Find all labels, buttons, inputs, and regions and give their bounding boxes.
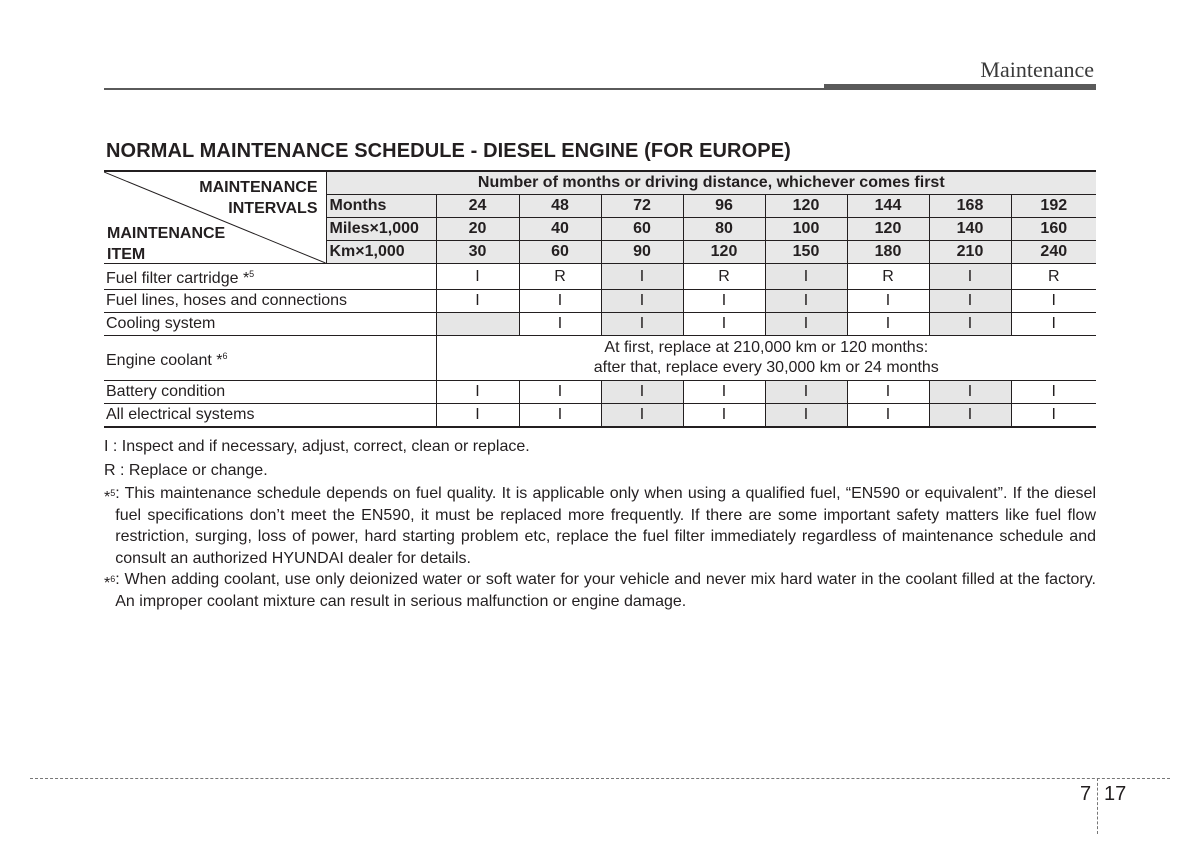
table-cell: I (1011, 290, 1096, 313)
km-value: 150 (765, 241, 847, 264)
unit-label: Months (326, 195, 436, 218)
item-label (104, 336, 436, 381)
months-value: 48 (519, 195, 601, 218)
chapter-number: 7 (1080, 783, 1092, 805)
table-cell: I (1011, 313, 1096, 336)
unit-label: Miles×1,000 (326, 218, 436, 241)
footnote-number: 5 (110, 488, 116, 498)
footnote-6 (104, 569, 1096, 612)
km-value: 180 (847, 241, 929, 264)
footer-divider (30, 778, 1170, 779)
km-value: 60 (519, 241, 601, 264)
corner-label: ITEM (107, 246, 146, 263)
item-label: All electrical systems (104, 404, 436, 428)
miles-value: 140 (929, 218, 1011, 241)
legend-replace: R : Replace or change. (104, 461, 268, 479)
months-value: 120 (765, 195, 847, 218)
table-cell: I (519, 290, 601, 313)
table-cell: I (436, 264, 519, 290)
table-cell (436, 313, 519, 336)
table-row (104, 290, 1096, 313)
table-cell: I (683, 381, 765, 404)
table-cell: I (929, 404, 1011, 428)
table-row (104, 336, 1096, 381)
table-header-row (104, 171, 1096, 195)
notes (104, 436, 1096, 612)
km-value: 30 (436, 241, 519, 264)
table-row (104, 313, 1096, 336)
footnote-5 (104, 483, 1096, 569)
coolant-note-line: after that, replace every 30,000 km or 24 months (593, 359, 939, 376)
table-cell: I (765, 290, 847, 313)
table-cell: R (519, 264, 601, 290)
table-cell: I (765, 381, 847, 404)
table-cell: I (1011, 404, 1096, 428)
footnote-text: : When adding coolant, use only deionized water or soft water for your vehicle and never mix hard water in the coolant filled at the factory. An improper coolant mixture can result in serious malfunction or engine damage. (115, 571, 1096, 610)
table-row (104, 264, 1096, 290)
table-cell: I (519, 404, 601, 428)
table-cell: I (929, 313, 1011, 336)
table-cell: I (847, 381, 929, 404)
km-value: 210 (929, 241, 1011, 264)
km-value: 120 (683, 241, 765, 264)
footnote-mark (104, 483, 115, 569)
footnote-number: 6 (110, 574, 116, 584)
corner-label: MAINTENANCE (199, 179, 318, 196)
item-text: Fuel filter cartridge * (106, 270, 250, 287)
section-title: NORMAL MAINTENANCE SCHEDULE - DIESEL ENGINE (FOR EUROPE) (106, 140, 791, 162)
months-value: 168 (929, 195, 1011, 218)
table-row (104, 381, 1096, 404)
table-cell: I (601, 264, 683, 290)
table-cell: I (683, 313, 765, 336)
months-value: 72 (601, 195, 683, 218)
table-cell: I (436, 381, 519, 404)
table-cell: I (765, 404, 847, 428)
unit-label: Km×1,000 (326, 241, 436, 264)
table-cell: I (929, 290, 1011, 313)
item-label: Fuel lines, hoses and connections (104, 290, 436, 313)
coolant-replacement-note (436, 336, 1096, 381)
table-cell: I (765, 313, 847, 336)
table-cell: I (601, 313, 683, 336)
table-cell: I (519, 313, 601, 336)
table-cell: I (1011, 381, 1096, 404)
corner-label: MAINTENANCE (107, 225, 226, 242)
miles-value: 120 (847, 218, 929, 241)
table-cell: I (683, 404, 765, 428)
footer-page-divider (1097, 778, 1098, 834)
table-cell: I (436, 290, 519, 313)
table-cell: I (847, 404, 929, 428)
corner-label: INTERVALS (228, 200, 318, 217)
footnote-asterisk: * (104, 489, 111, 506)
footnote-text: : This maintenance schedule depends on fuel quality. It is applicable only when using a qualified fuel, “EN590 or equivalent”. If the diesel fuel specifications don’t meet the EN590, it must be replaced more frequently. If there are some important safety matters like fuel flow restriction, surging, loss of power, hard starting problem etc, replace the fuel filter immediately regardless of maintenance schedule and consult an authorized HYUNDAI dealer for details. (115, 485, 1096, 567)
item-label (104, 264, 436, 290)
table-corner-cell (104, 171, 326, 264)
table-cell: R (847, 264, 929, 290)
header-rule-accent (824, 84, 1096, 90)
corner-maintenance-item (107, 223, 225, 265)
item-text: Engine coolant * (106, 351, 223, 369)
table-cell: I (847, 313, 929, 336)
table-cell: I (847, 290, 929, 313)
table-cell: I (765, 264, 847, 290)
header-rule (104, 88, 824, 90)
months-value: 24 (436, 195, 519, 218)
months-value: 192 (1011, 195, 1096, 218)
footnote-mark (104, 569, 115, 612)
table-cell: I (929, 264, 1011, 290)
months-value: 96 (683, 195, 765, 218)
table-cell: R (1011, 264, 1096, 290)
item-label: Battery condition (104, 381, 436, 404)
item-label: Cooling system (104, 313, 436, 336)
table-cell: I (436, 404, 519, 428)
km-value: 240 (1011, 241, 1096, 264)
footnote-ref: 5 (249, 269, 255, 279)
page-header-title: Maintenance (980, 57, 1094, 82)
miles-value: 20 (436, 218, 519, 241)
footnote-asterisk: * (104, 575, 111, 592)
km-value: 90 (601, 241, 683, 264)
table-cell: R (683, 264, 765, 290)
months-value: 144 (847, 195, 929, 218)
miles-value: 80 (683, 218, 765, 241)
table-cell: I (601, 404, 683, 428)
miles-value: 40 (519, 218, 601, 241)
footnote-ref: 6 (222, 350, 228, 361)
table-row (104, 404, 1096, 428)
page-number: 17 (1104, 783, 1127, 805)
table-cell: I (519, 381, 601, 404)
miles-value: 60 (601, 218, 683, 241)
table-cell: I (929, 381, 1011, 404)
maintenance-schedule-table (104, 170, 1096, 428)
legend-inspect: I : Inspect and if necessary, adjust, correct, clean or replace. (104, 438, 530, 455)
coolant-note-line: At first, replace at 210,000 km or 120 months: (604, 339, 929, 356)
table-cell: I (683, 290, 765, 313)
table-cell: I (601, 381, 683, 404)
corner-maintenance-intervals (199, 177, 317, 219)
interval-header: Number of months or driving distance, whichever comes first (326, 171, 1096, 195)
miles-value: 160 (1011, 218, 1096, 241)
table-cell: I (601, 290, 683, 313)
miles-value: 100 (765, 218, 847, 241)
